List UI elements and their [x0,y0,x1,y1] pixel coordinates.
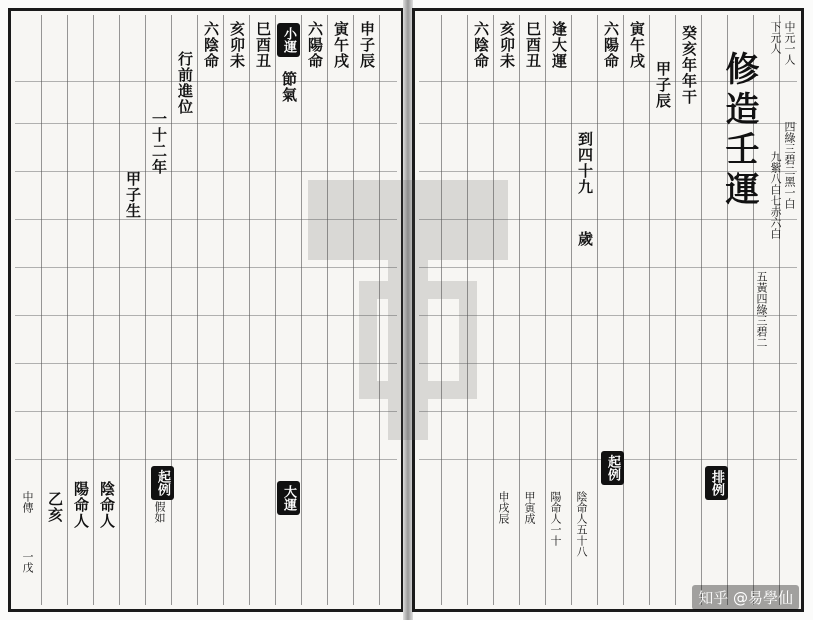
right-box-label-2: 排例 [705,466,728,500]
right-column-8: 寅午戌 [628,21,646,69]
right-column-12: 逢大運 [550,21,568,69]
right-column-1: 中元一人 [783,21,796,65]
left-column-2: 寅午戌 [332,21,350,69]
left-column-1: 申子辰 [358,21,376,69]
right-column-15: 六陰命 [472,21,490,69]
right-column-10: 到四十九 [576,131,594,195]
right-column-19: 申戌辰 [497,491,510,524]
left-column-16: 假如 [153,501,166,523]
right-column-5: 五黃四綠三碧二 [755,271,768,348]
left-column-10: 甲子生 [124,171,142,219]
left-column-5: 巳酉丑 [254,21,272,69]
right-column-11: 歲 [576,231,594,247]
right-column-13: 巳酉丑 [524,21,542,69]
left-column-13: 乙亥 [46,491,64,523]
left-column-4: 節氣 [280,71,298,103]
left-column-9: 一十二年 [150,111,168,175]
left-column-7: 六陰命 [202,21,220,69]
right-column-14: 亥卯未 [498,21,516,69]
right-column-9: 六陽命 [602,21,620,69]
watermark-text: 知乎 @易學仙 [692,585,799,610]
left-box-label-3: 起例 [151,466,174,500]
watermark-logo [268,140,548,460]
left-column-14: 中傳 [21,491,34,513]
right-box-label-1: 起例 [601,451,624,485]
right-column-4: 九紫八白七赤六白 [769,151,782,239]
left-column-3: 六陽命 [306,21,324,69]
left-column-12: 陽命人 [72,481,90,529]
left-column-8: 行前進位 [176,51,194,115]
left-column-11: 陰命人 [98,481,116,529]
right-column-18: 甲寅成 [523,491,536,524]
left-column-6: 亥卯未 [228,21,246,69]
page-title: 修造壬運 [719,51,759,211]
left-box-label-2: 大運 [277,481,300,515]
right-column-7: 甲子辰 [654,61,672,109]
left-column-15: 一戊 [21,551,34,573]
right-column-3: 四綠三碧二黑一白 [783,121,796,209]
left-box-label-1: 小運 [277,23,300,57]
right-column-2: 下元人 [769,21,782,54]
right-column-6: 癸亥年年干 [680,25,698,105]
right-column-17: 陽命人一十 [549,491,562,546]
right-column-16: 陰命人五十八 [575,491,588,557]
